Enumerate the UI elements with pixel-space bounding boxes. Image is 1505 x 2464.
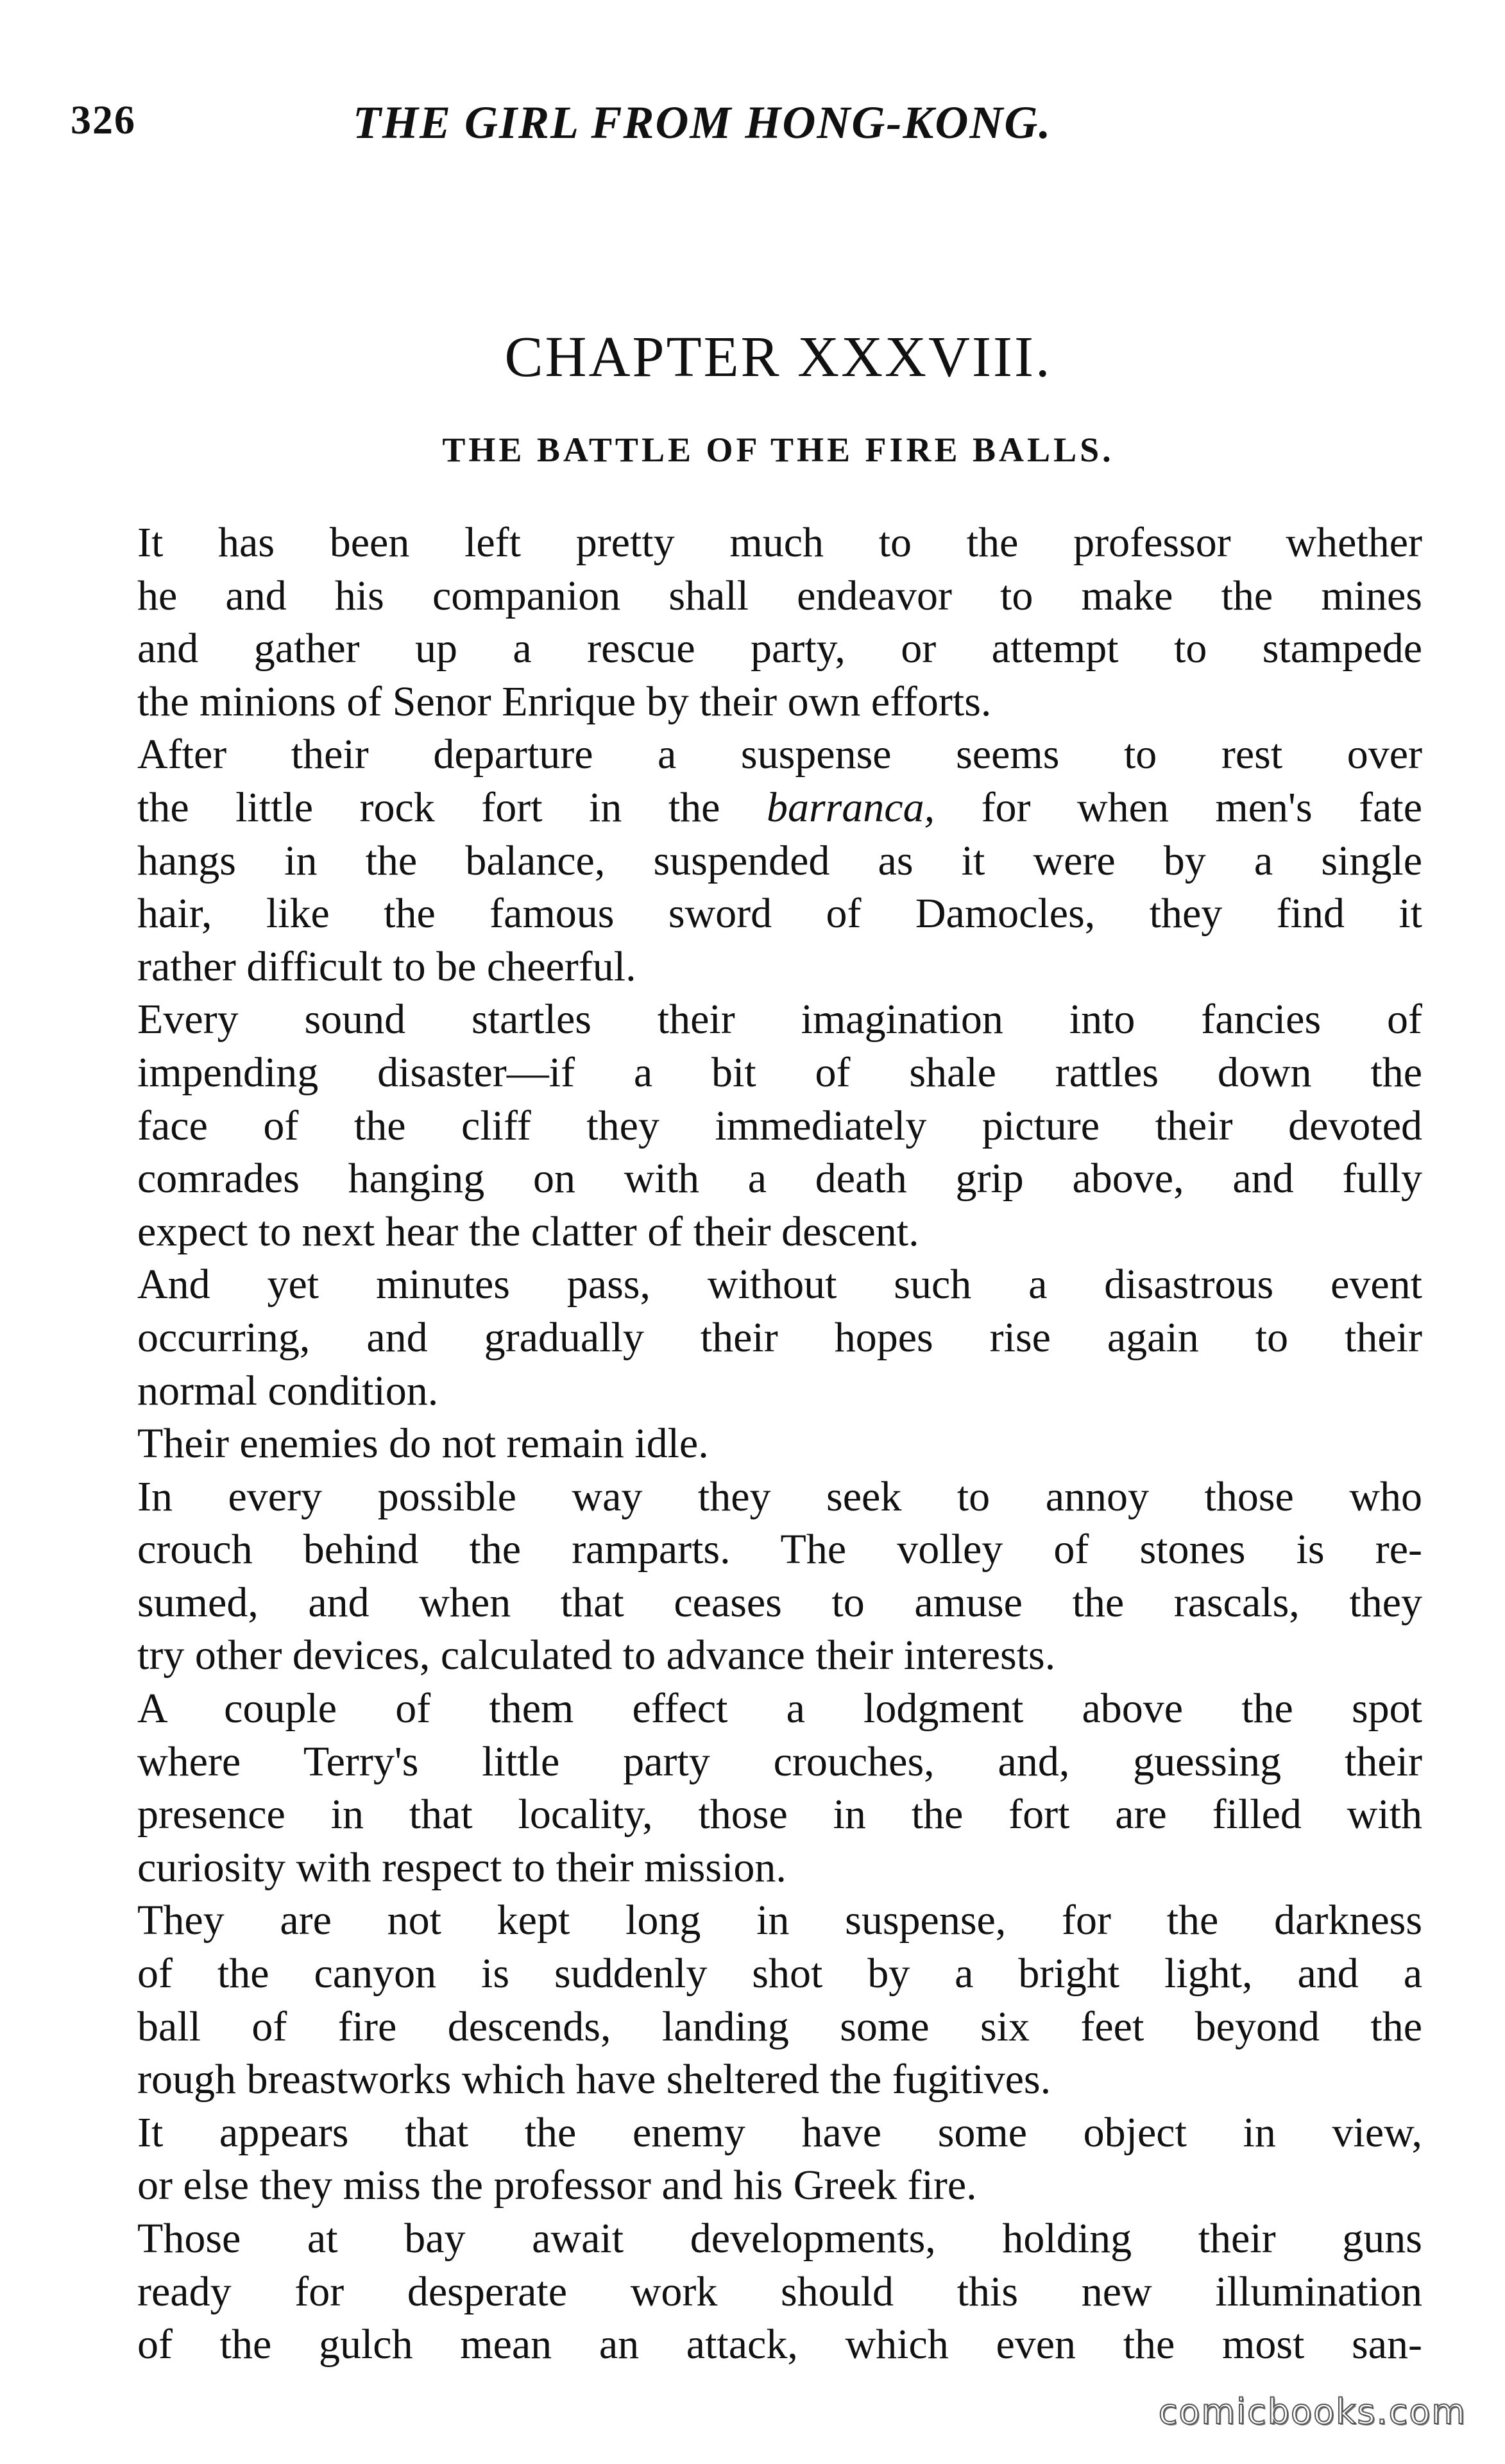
text-line: presence in that locality, those in the fort are filled with (137, 1791, 1422, 1838)
paragraph (78, 517, 1422, 728)
text-line: It has been left pretty much to the professor whether (137, 519, 1422, 566)
paragraph (78, 993, 1422, 1258)
text-line: and gather up a rescue party, or attempt to stampede (137, 625, 1422, 672)
text-line: Their enemies do not remain idle. (137, 1420, 709, 1467)
text-line: They are not kept long in suspense, for the darkness (137, 1897, 1422, 1944)
paragraph (78, 1682, 1422, 1894)
chapter-heading: CHAPTER XXXVIII. (504, 325, 1052, 389)
text-fragment: for when men's fate (981, 783, 1422, 831)
text-line: rough breastworks which have sheltered the fugitives. (137, 2056, 1051, 2103)
text-line: normal condition. (137, 1367, 439, 1414)
text-line: And yet minutes pass, without such a disastrous event (137, 1261, 1422, 1308)
paragraph (78, 1894, 1422, 2106)
text-line: hangs in the balance, suspended as it were by a single (137, 837, 1422, 884)
text-line: ball of fire descends, landing some six feet beyond the (137, 2003, 1422, 2050)
text-line: Those at bay await developments, holding their guns (137, 2215, 1422, 2262)
text-line: expect to next hear the clatter of their descent. (137, 1208, 919, 1255)
chapter-subtitle: THE BATTLE OF THE FIRE BALLS. (442, 431, 1114, 469)
text-line: or else they miss the professor and his Greek fire. (137, 2162, 977, 2209)
paragraph (78, 1471, 1422, 1682)
text-line: where Terry's little party crouches, and, guessing their (137, 1738, 1422, 1785)
paragraph (78, 2107, 1422, 2212)
paragraph (78, 1417, 1422, 1471)
text-line: impending disaster—if a bit of shale rattles down the (137, 1048, 1422, 1096)
text-line: he and his companion shall endeavor to make the mines (137, 572, 1422, 619)
text-line: ready for desperate work should this new illumination (137, 2268, 1422, 2315)
text-line: sumed, and when that ceases to amuse the rascals, they (137, 1579, 1422, 1626)
text-line-with-italic (78, 782, 1422, 835)
text-line: occurring, and gradually their hopes rise again to their (137, 1313, 1422, 1361)
text-line: curiosity with respect to their mission. (137, 1844, 787, 1891)
text-fragment: the little rock fort in the (137, 783, 720, 831)
text-line: crouch behind the ramparts. The volley of stones is re- (137, 1526, 1422, 1573)
text-line: try other devices, calculated to advance their interests. (137, 1632, 1056, 1679)
text-line: Every sound startles their imagination into fancies of (137, 996, 1422, 1043)
text-line: comrades hanging on with a death grip above, and fully (137, 1155, 1422, 1202)
text-line: It appears that the enemy have some object in view, (137, 2109, 1422, 2156)
italic-word: barranca, (766, 783, 935, 831)
text-line: In every possible way they seek to annoy those who (137, 1473, 1422, 1520)
text-line: of the canyon is suddenly shot by a bright light, and a (137, 1950, 1422, 1998)
book-title: THE GIRL FROM HONG-KONG. (353, 97, 1052, 148)
watermark: comicbooks.com (1158, 2391, 1467, 2432)
body-text (78, 517, 1422, 2372)
page-number: 326 (71, 97, 136, 142)
paragraph (78, 728, 1422, 993)
paragraph (78, 1258, 1422, 1417)
text-line: the minions of Senor Enrique by their own efforts. (137, 678, 992, 725)
text-line: After their departure a suspense seems to rest over (137, 731, 1422, 778)
text-line: face of the cliff they immediately picture their devoted (137, 1102, 1422, 1149)
text-line: of the gulch mean an attack, which even the most san- (137, 2321, 1422, 2368)
running-head (71, 96, 1437, 154)
paragraph (78, 2212, 1422, 2372)
text-line: hair, like the famous sword of Damocles, they find it (137, 890, 1422, 937)
text-line: rather difficult to be cheerful. (137, 943, 636, 990)
text-line: A couple of them effect a lodgment above the spot (137, 1685, 1422, 1733)
